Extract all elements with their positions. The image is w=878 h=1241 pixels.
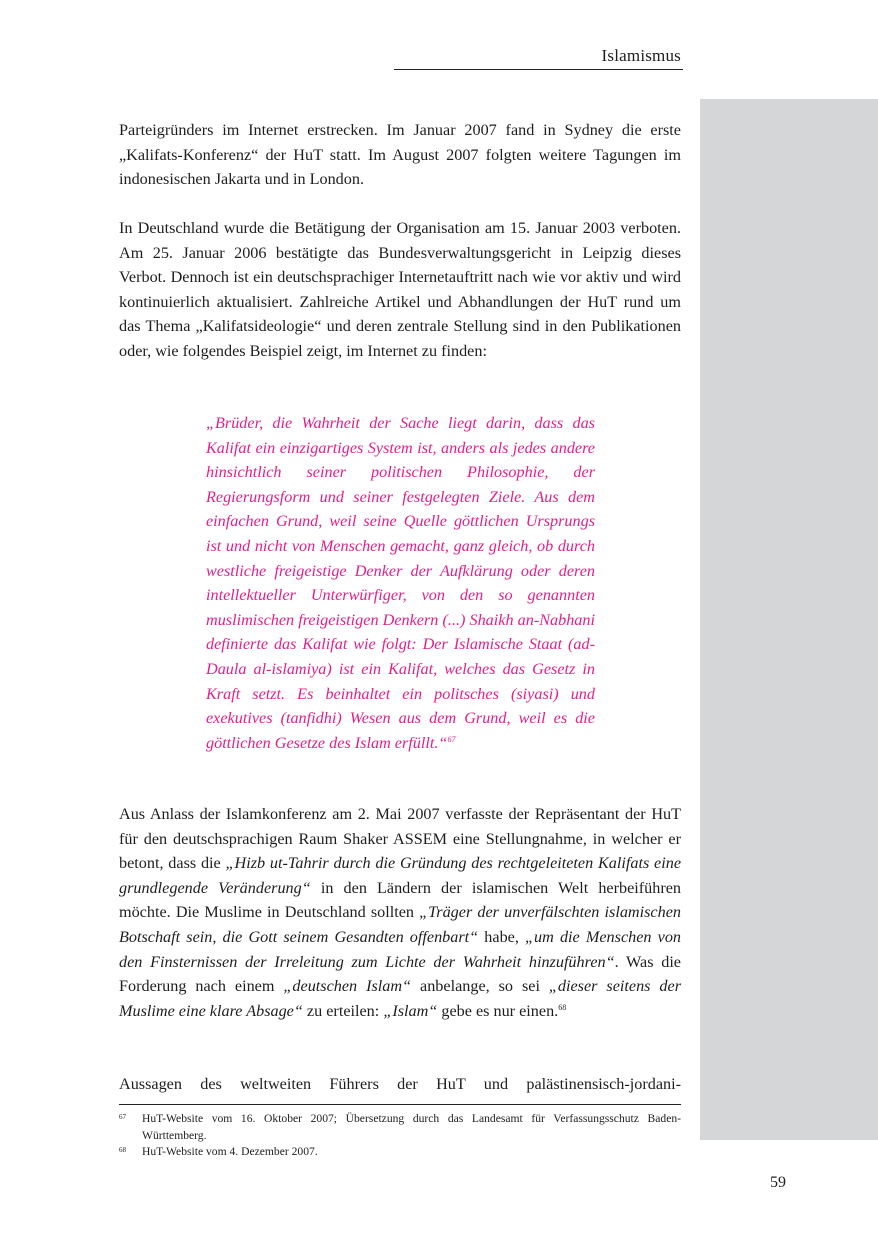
header-rule [394, 69, 683, 70]
body-paragraph-3 [119, 802, 681, 1023]
text-run: . Was die Forderung nach einem [119, 952, 681, 996]
body-paragraph-1 [119, 118, 681, 192]
paragraph-text: In Deutschland wurde die Betätigung der Organisation am 15. Januar 2003 verboten. Am 25. Januar 2006 bestätigte das Bundesverwaltungsgericht in Leipzig dieses Verbot. Dennoch ist ein deutschsprachiger Internetauftritt nach wie vor aktiv und wird kontinuierlich aktualisiert. Zahlreiche Artikel und Abhandlungen der HuT rund um das Thema „Kalifatsideologie“ und deren zentrale Stellung sind in den Publikationen oder, wie folgendes Beispiel zeigt, im Internet zu finden: [119, 219, 681, 360]
footnotes [119, 1111, 681, 1161]
quotation-italic: „Hizb ut-Tahrir durch die Gründung des rechtgeleiteten Kalifats eine grundlegende Veränderung“ [119, 854, 681, 897]
paragraph-text: Aussagen des weltweiten Führers der HuT und palästinensisch-jordani- [119, 1075, 681, 1093]
page-number: 59 [770, 1174, 786, 1191]
footnote-rule [119, 1104, 681, 1105]
block-quote [206, 411, 595, 755]
text-run: in den Ländern der islamischen Welt herbeiführen möchte. Die Muslime in Deutschland sollten [119, 878, 682, 922]
footnote-number: 67 [119, 1113, 126, 1121]
text-run: gebe es nur einen. [437, 1001, 559, 1020]
running-header: Islamismus [601, 46, 681, 65]
footnote-marker-67: 67 [447, 734, 456, 744]
paragraph-text: Parteigründers im Internet erstrecken. Im Januar 2007 fand in Sydney die erste „Kalifats-Konferenz“ der HuT statt. Im August 2007 folgten weitere Tagungen im indonesischen Jakarta und in London. [119, 121, 681, 189]
footnote-text: HuT-Website vom 16. Oktober 2007; Übersetzung durch das Landesamt für Verfassungsschutz Baden-Württemberg. [142, 1112, 681, 1142]
body-paragraph-2 [119, 216, 681, 364]
quotation-italic: „deutschen Islam“ [283, 977, 412, 996]
footnote-text: HuT-Website vom 4. Dezember 2007. [142, 1145, 318, 1158]
quotation-italic: „Träger der unverfälschten islamischen Botschaft sein, die Gott seinem Gesandten offenbart“ [119, 903, 681, 946]
text-run: habe, [478, 927, 526, 946]
footnote-number: 68 [119, 1146, 126, 1154]
footnote-item [119, 1111, 681, 1144]
quotation-italic: „dieser seitens der Muslime eine klare Absage“ [119, 977, 682, 1020]
quote-text: „Brüder, die Wahrheit der Sache liegt darin, dass das Kalifat ein einzigartiges System ist, anders als jedes andere hinsichtlich seiner politischen Philosophie, der Regierungsform und seiner festgelegten Ziele. Aus dem einfachen Grund, weil seine Quelle göttlichen Ursprungs ist und nicht von Menschen gemacht, ganz gleich, ob durch westliche freigeistige Denker der Aufklärung oder deren intellektueller Unterwürfiger, von den so genannten muslimischen freigeistigen Denkern (...) Shaikh an-Nabhani definierte das Kalifat wie folgt: Der Islamische Staat (ad-Daula al-islamiya) ist ein Kalifat, welches das Gesetz in Kraft setzt. Es beinhaltet ein politsches (siyasi) und exekutives (tanfidhi) Wesen aus dem Grund, weil es die göttlichen Gesetze des Islam erfüllt.“ [206, 414, 595, 752]
quotation-italic: „um die Menschen von den Finsternissen der Irreleitung zum Lichte der Wahrheit hinzuführen“ [119, 927, 682, 971]
footnote-item [119, 1144, 681, 1161]
body-paragraph-4 [119, 1072, 681, 1097]
text-run: zu erteilen: [302, 1001, 384, 1020]
text-run: anbelange, so sei [411, 977, 549, 996]
quotation-italic: „Islam“ [383, 1001, 438, 1020]
footnote-marker-68: 68 [558, 1002, 567, 1012]
text-run: Aus Anlass der Islamkonferenz am 2. Mai 2007 verfasste der Repräsentant der HuT für den deutschsprachigen Raum Shaker ASSEM eine Stellungnahme, in welcher er betont, dass die [119, 805, 681, 873]
side-margin-panel [700, 99, 878, 1140]
